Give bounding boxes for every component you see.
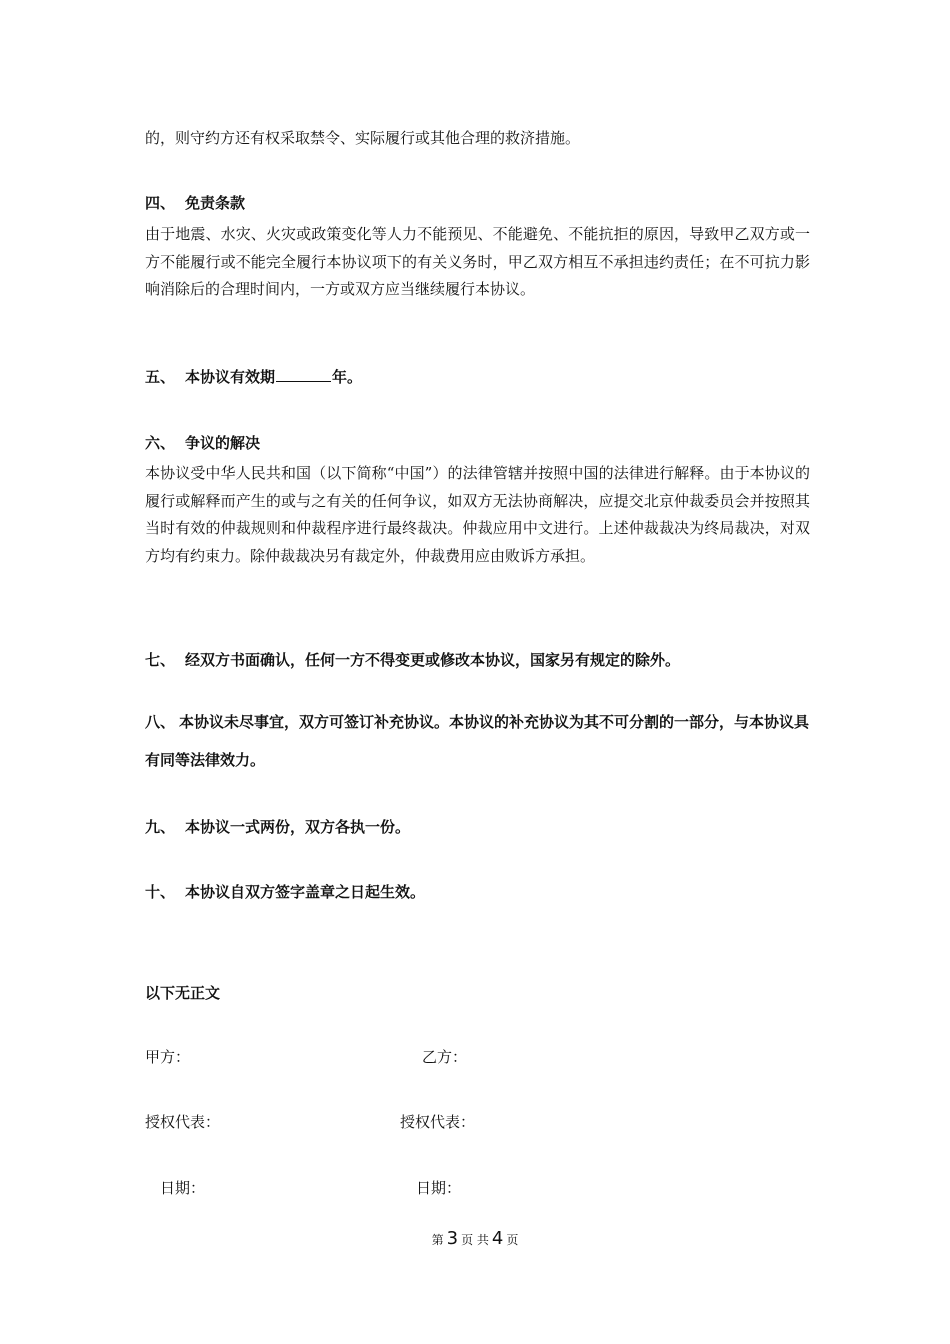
party-a-label: 甲方： <box>145 1048 191 1066</box>
section-7 <box>145 641 810 679</box>
rep-b-label: 授权代表： <box>400 1113 476 1131</box>
section-4-heading <box>145 190 810 216</box>
section-7-number: 七、 <box>145 651 176 669</box>
date-a-label: 日期： <box>160 1179 206 1197</box>
section-5-heading <box>145 364 810 390</box>
footer-prefix: 第 <box>431 1233 444 1247</box>
footer-suffix: 页 <box>506 1233 519 1247</box>
section-5-text-after: 年。 <box>332 368 363 386</box>
section-6-body: 本协议受中华人民共和国（以下简称“中国”）的法律管辖并按照中国的法律进行解释。由于本协议的履行或解释而产生的或与之有关的任何争议，如双方无法协商解决，应提交北京仲裁委员会并按照其当时有效的仲裁规则和仲裁程序进行最终裁决。仲裁应用中文进行。上述仲裁裁决为终局裁决，对双方均有约束力。除仲裁裁决另有裁定外，仲裁费用应由败诉方承担。 <box>145 464 810 565</box>
section-9 <box>145 808 810 846</box>
section-8-text: 本协议未尽事宜，双方可签订补充协议。本协议的补充协议为其不可分割的一部分，与本协议具有同等法律效力。 <box>145 713 810 769</box>
section-5-text-before: 本协议有效期 <box>185 368 276 386</box>
section-4-body: 由于地震、水灾、火灾或政策变化等人力不能预见、不能避免、不能抗拒的原因，导致甲乙双方或一方不能履行或不能完全履行本协议项下的有关义务时，甲乙双方相互不承担违约责任；在不可抗力影响消除后的合理时间内，一方或双方应当继续履行本协议。 <box>145 225 810 298</box>
section-9-number: 九、 <box>145 818 176 836</box>
section-10-number: 十、 <box>145 883 176 901</box>
section-10-text: 本协议自双方签字盖章之日起生效。 <box>185 883 426 901</box>
section-10 <box>145 873 810 911</box>
footer-mid: 页 共 <box>461 1233 489 1247</box>
end-note: 以下无正文 <box>145 984 221 1002</box>
section-6-title: 争议的解决 <box>185 434 261 452</box>
page-footer <box>0 1228 950 1249</box>
date-b-label: 日期： <box>416 1179 462 1197</box>
section-7-text: 经双方书面确认，任何一方不得变更或修改本协议，国家另有规定的除外。 <box>185 651 681 669</box>
section-9-text: 本协议一式两份，双方各执一份。 <box>185 818 411 836</box>
section-6-heading <box>145 430 810 456</box>
section-4-title: 免责条款 <box>185 194 246 212</box>
total-pages-number: 4 <box>491 1228 504 1249</box>
section-8 <box>145 703 810 779</box>
section-8-number: 八、 <box>145 713 176 731</box>
validity-years-blank <box>276 365 331 382</box>
rep-a-label: 授权代表： <box>145 1113 221 1131</box>
section-4-number: 四、 <box>145 194 176 212</box>
section-5-number: 五、 <box>145 368 176 386</box>
party-b-label: 乙方： <box>422 1048 468 1066</box>
continuation-text: 的，则守约方还有权采取禁令、实际履行或其他合理的救济措施。 <box>145 129 581 147</box>
current-page-number: 3 <box>446 1228 459 1249</box>
section-6-number: 六、 <box>145 434 176 452</box>
